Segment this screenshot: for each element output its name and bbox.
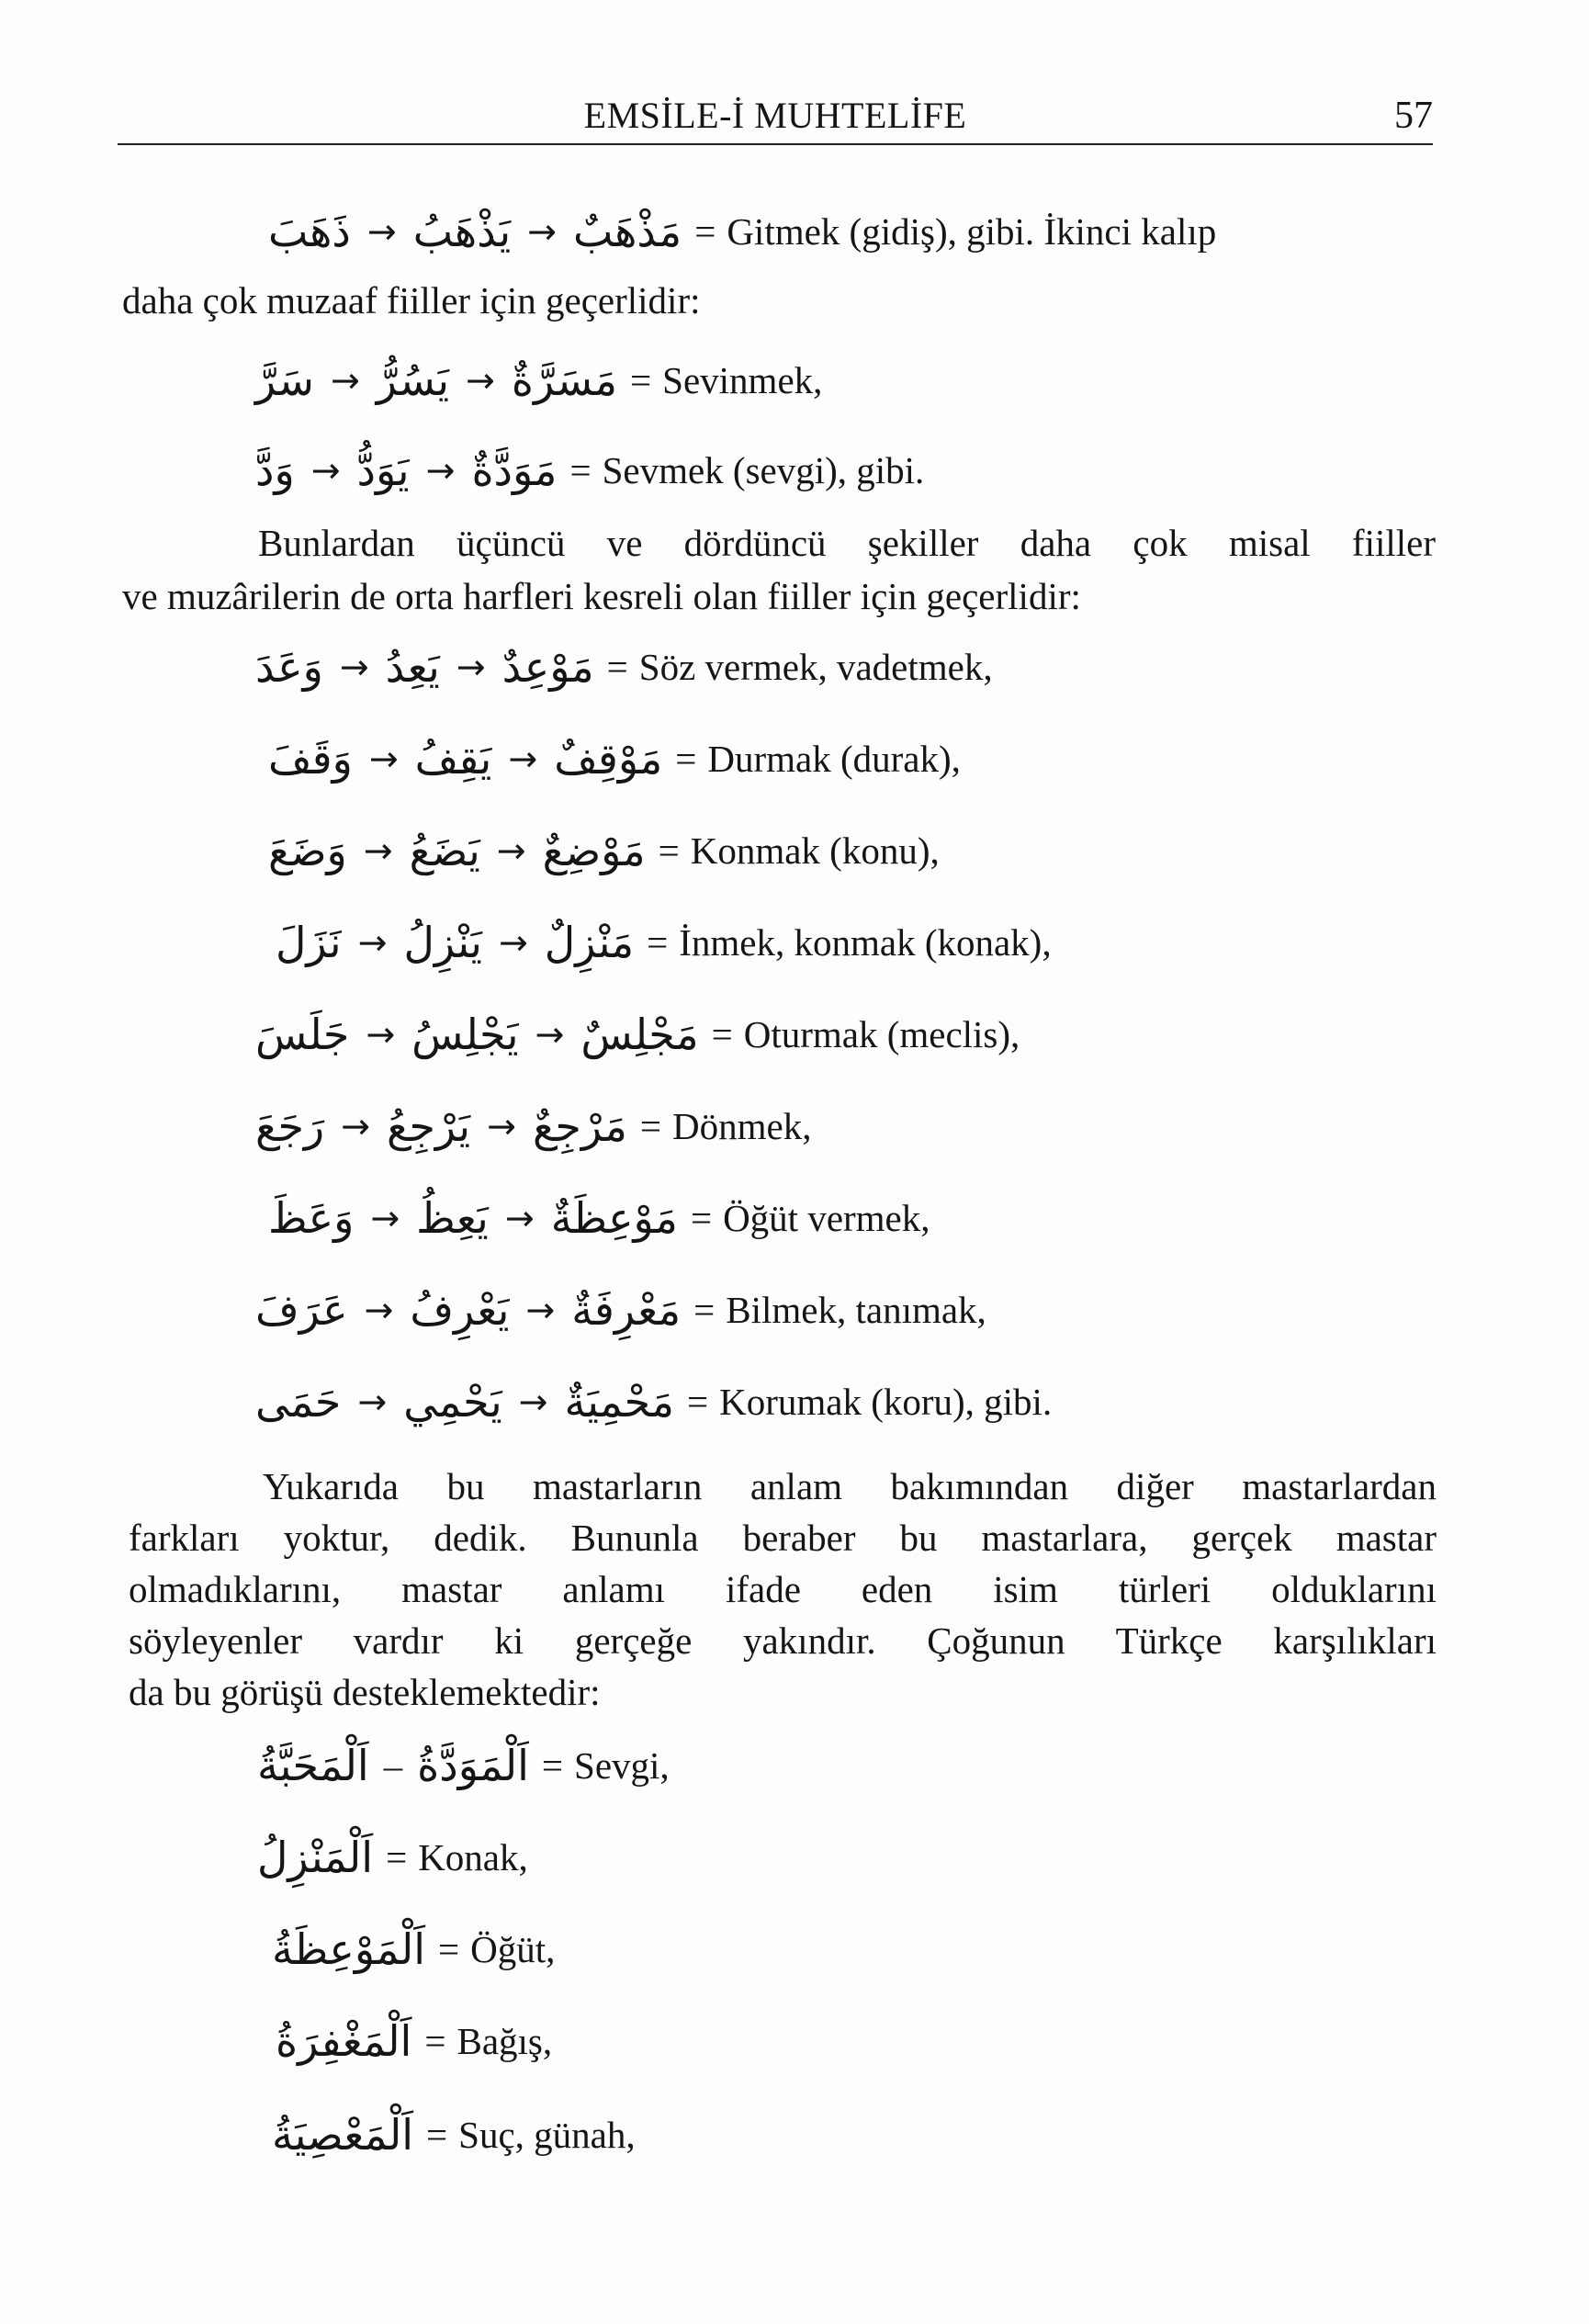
arrow-icon: → (496, 830, 526, 871)
arabic-past: رَجَعَ (255, 1101, 325, 1151)
arabic-past: وَقَفَ (268, 734, 353, 784)
meaning-text: Öğüt vermek, (723, 1197, 930, 1239)
arrow-icon: → (525, 1290, 556, 1330)
example-row (255, 998, 1020, 1071)
meaning-text: İnmek, konmak (konak), (679, 921, 1052, 964)
arrow-icon: → (535, 1014, 565, 1055)
paragraph-line: da bu görüşü desteklemektedir: (129, 1671, 601, 1713)
equals-sign: = (639, 1105, 662, 1147)
arabic-past: وَضَعَ (268, 826, 347, 875)
arrow-icon: → (366, 211, 397, 252)
arabic-present: يَوَدُّ (356, 446, 410, 495)
arabic-noun: اَلْمَعْصِيَةُ (272, 2110, 414, 2160)
arrow-icon: → (527, 211, 557, 252)
paragraph-line: Yukarıda bu mastarların anlam bakımından diğer mastarlardan (263, 1465, 1437, 1507)
equals-sign: = (690, 1197, 713, 1239)
paragraph-line: daha çok muzaaf fiiller için geçerlidir: (122, 279, 701, 322)
arabic-present: يَضَعُ (409, 826, 480, 875)
arabic-masdar: مَسَرَّةٌ (511, 355, 618, 405)
noun-row (272, 2098, 636, 2172)
equals-sign: = (711, 1013, 733, 1055)
meaning-text: Söz vermek, vadetmek, (638, 646, 993, 688)
running-title: EMSİLE-İ MUHTELİFE (583, 95, 967, 136)
arabic-past: ذَهَبَ (268, 207, 351, 256)
arabic-past: سَرَّ (255, 355, 314, 405)
arrow-icon: → (487, 1106, 516, 1146)
arabic-noun: اَلْمَوْعِظَةُ (272, 1924, 425, 1974)
arabic-masdar: مَجْلِسٌ (580, 1010, 699, 1059)
equals-sign: = (438, 1928, 460, 1970)
equals-sign: = (386, 1836, 408, 1878)
arabic-present: يَنْزِلُ (403, 918, 482, 967)
meaning-text: Dönmek, (672, 1105, 812, 1147)
example-row (255, 630, 993, 704)
meaning-text: Gitmek (gidiş), gibi. İkinci kalıp (727, 210, 1217, 253)
noun-row (257, 1821, 528, 1894)
example-row (255, 1365, 1052, 1438)
meaning-text: Durmak (durak), (707, 738, 961, 780)
arabic-present: يَعِدُ (385, 642, 440, 692)
meaning-text: Oturmak (meclis), (743, 1013, 1020, 1055)
equals-sign: = (693, 1289, 716, 1331)
arrow-icon: → (330, 360, 360, 400)
noun-row (276, 2004, 552, 2078)
arrow-icon: → (341, 1106, 370, 1146)
paragraph-yukarida (129, 1461, 1437, 1718)
meaning-text: Konmak (konu), (690, 829, 940, 872)
arrow-icon: → (508, 739, 538, 779)
meaning-text: Bağış, (456, 2020, 553, 2062)
arabic-past: حَمَى (255, 1377, 342, 1427)
meaning-text: Suç, günah, (458, 2114, 636, 2156)
arrow-icon: → (518, 1382, 548, 1422)
noun-row (272, 1912, 555, 1986)
example-row (255, 434, 924, 507)
arabic-noun: اَلْمَغْفِرَةُ (276, 2016, 412, 2066)
page-number: 57 (1394, 95, 1433, 137)
noun-row (257, 1729, 670, 1802)
arabic-noun: اَلْمَوَدَّةُ (417, 1741, 529, 1790)
equals-sign: = (606, 646, 628, 688)
arabic-past: وَدَّ (255, 446, 295, 495)
arabic-noun: اَلْمَحَبَّةُ (257, 1741, 369, 1790)
arrow-icon: → (310, 450, 341, 491)
arabic-present: يَذْهَبُ (412, 207, 512, 256)
arabic-masdar: مَوْعِدٌ (501, 642, 594, 692)
arrow-icon: → (363, 830, 393, 871)
paragraph-line: söyleyenler vardır ki gerçeğe yakındır. Çoğunun Türkçe karşılıkları (129, 1619, 1437, 1662)
arrow-icon: → (370, 1198, 400, 1238)
example-row (268, 722, 961, 795)
paragraph-intro-tail (122, 274, 1436, 327)
arabic-masdar: مَذْهَبٌ (572, 207, 682, 256)
arabic-present: يَعِظُ (416, 1193, 489, 1243)
equals-sign: = (426, 2114, 448, 2156)
arabic-masdar: مَعْرِفَةٌ (571, 1285, 682, 1335)
example-row-gitmek (268, 195, 1216, 268)
arrow-icon: → (504, 1198, 535, 1238)
arabic-present: يَسُرُّ (376, 355, 450, 405)
arrow-icon: → (357, 1382, 388, 1422)
meaning-text: Sevinmek, (662, 359, 823, 401)
example-row (255, 1273, 986, 1347)
arabic-past: وَعَظَ (268, 1193, 355, 1243)
arabic-past: عَرَفَ (255, 1285, 348, 1335)
arabic-noun: اَلْمَنْزِلُ (257, 1833, 374, 1882)
page-header (118, 85, 1433, 145)
arrow-icon: → (364, 1290, 394, 1330)
equals-sign: = (424, 2020, 446, 2062)
paragraph-line: olmadıklarını, mastar anlamı ifade eden isim türleri olduklarını (129, 1568, 1437, 1610)
meaning-text: Sevmek (sevgi), gibi. (602, 449, 925, 491)
equals-sign: = (647, 921, 669, 964)
arabic-masdar: مَوْعِظَةٌ (550, 1193, 678, 1243)
arrow-icon: → (357, 922, 388, 963)
arabic-masdar: مَحْمِيَةٌ (564, 1377, 674, 1427)
equals-sign: = (569, 449, 592, 491)
equals-sign: = (541, 1744, 564, 1787)
equals-sign: = (694, 210, 716, 253)
arrow-icon: → (425, 450, 456, 491)
arrow-icon: → (366, 1014, 396, 1055)
arrow-icon: → (456, 647, 486, 687)
arabic-past: نَزَلَ (276, 918, 342, 967)
arabic-present: يَجْلِسُ (411, 1010, 519, 1059)
arabic-masdar: مَنْزِلٌ (544, 918, 635, 967)
arrow-icon: → (368, 739, 399, 779)
dash-separator: – (383, 1744, 403, 1787)
arabic-present: يَقِفُ (414, 734, 492, 784)
arabic-present: يَحْمِي (403, 1377, 502, 1427)
arabic-masdar: مَرْجِعٌ (532, 1101, 627, 1151)
paragraph-line: ve muzârilerin de orta harfleri kesreli olan fiiller için geçerlidir: (122, 575, 1081, 617)
arrow-icon: → (466, 360, 495, 400)
example-row (255, 344, 822, 417)
equals-sign: = (686, 1381, 709, 1423)
meaning-text: Öğüt, (470, 1928, 556, 1970)
example-row (255, 1089, 811, 1163)
example-row (268, 814, 940, 887)
arabic-masdar: مَوْقِفٌ (554, 734, 663, 784)
meaning-text: Sevgi, (574, 1744, 670, 1787)
paragraph-misal (122, 516, 1436, 623)
example-row (268, 1181, 930, 1255)
paragraph-line: farkları yoktur, dedik. Bununla beraber bu mastarlara, gerçek mastar (129, 1517, 1437, 1559)
arabic-past: جَلَسَ (255, 1010, 350, 1059)
paragraph-line: Bunlardan üçüncü ve dördüncü şekiller daha çok misal fiiller (258, 522, 1436, 564)
arabic-present: يَعْرِفُ (410, 1285, 510, 1335)
equals-sign: = (630, 359, 652, 401)
equals-sign: = (675, 738, 697, 780)
meaning-text: Bilmek, tanımak, (726, 1289, 986, 1331)
meaning-text: Korumak (koru), gibi. (719, 1381, 1053, 1423)
arrow-icon: → (498, 922, 528, 963)
arrow-icon: → (339, 647, 369, 687)
meaning-text: Konak, (418, 1836, 528, 1878)
arabic-masdar: مَوْضِعٌ (542, 826, 646, 875)
example-row (276, 906, 1052, 979)
arabic-past: وَعَدَ (255, 642, 323, 692)
arabic-present: يَرْجِعُ (386, 1101, 471, 1151)
equals-sign: = (658, 829, 680, 872)
arabic-masdar: مَوَدَّةٌ (471, 446, 558, 495)
